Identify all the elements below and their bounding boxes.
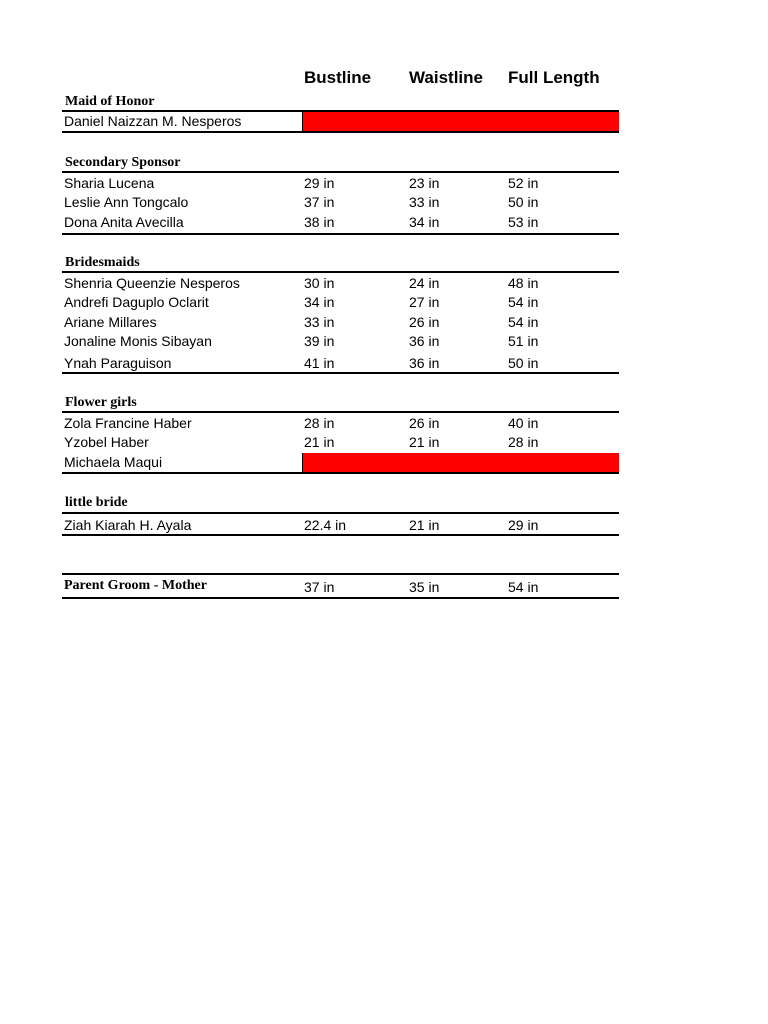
row-bustline: 21 in bbox=[304, 434, 335, 450]
row-name: Shenria Queenzie Nesperos bbox=[64, 275, 240, 291]
table-row bbox=[62, 453, 619, 472]
table-row bbox=[62, 575, 619, 597]
row-waistline: 21 in bbox=[409, 517, 440, 533]
section-title-little-bride: little bride bbox=[65, 495, 128, 510]
row-bustline: 33 in bbox=[304, 314, 335, 330]
row-full-length: 53 in bbox=[508, 214, 539, 230]
row-bustline: 38 in bbox=[304, 214, 335, 230]
section-title-maid-of-honor: Maid of Honor bbox=[65, 94, 155, 109]
row-name: Ziah Kiarah H. Ayala bbox=[64, 517, 192, 533]
row-full-length: 40 in bbox=[508, 415, 539, 431]
table-row bbox=[62, 273, 619, 292]
row-waistline: 24 in bbox=[409, 275, 440, 291]
row-full-length: 29 in bbox=[508, 517, 539, 533]
row-waistline: 26 in bbox=[409, 314, 440, 330]
row-full-length: 28 in bbox=[508, 434, 539, 450]
row-name: Daniel Naizzan M. Nesperos bbox=[64, 113, 242, 129]
row-waistline: 33 in bbox=[409, 194, 440, 210]
row-bustline: 41 in bbox=[304, 355, 335, 371]
row-name: Leslie Ann Tongcalo bbox=[64, 194, 189, 210]
table-row bbox=[62, 192, 619, 212]
row-waistline: 27 in bbox=[409, 294, 440, 310]
row-name: Yzobel Haber bbox=[64, 434, 149, 450]
row-waistline: 21 in bbox=[409, 434, 440, 450]
table-row bbox=[62, 212, 619, 233]
row-full-length: 48 in bbox=[508, 275, 539, 291]
table-flower-girls bbox=[62, 411, 619, 474]
row-full-length: 54 in bbox=[508, 294, 539, 310]
row-bustline: 28 in bbox=[304, 415, 335, 431]
row-bustline: 30 in bbox=[304, 275, 335, 291]
row-full-length: 54 in bbox=[508, 314, 539, 330]
row-bustline: 22.4 in bbox=[304, 517, 347, 533]
row-name: Michaela Maqui bbox=[64, 454, 163, 470]
table-row bbox=[62, 312, 619, 331]
row-bustline: 37 in bbox=[304, 579, 335, 595]
table-row bbox=[62, 351, 619, 372]
header-waistline: Waistline bbox=[409, 68, 483, 87]
row-name: Dona Anita Avecilla bbox=[64, 214, 184, 230]
table-little-bride bbox=[62, 512, 619, 536]
row-waistline: 34 in bbox=[409, 214, 440, 230]
header-bustline: Bustline bbox=[304, 68, 372, 87]
table-row bbox=[62, 432, 619, 453]
table-parent-groom bbox=[62, 573, 619, 599]
row-name: Parent Groom - Mother bbox=[64, 578, 207, 593]
row-bustline: 34 in bbox=[304, 294, 335, 310]
row-full-length: 50 in bbox=[508, 194, 539, 210]
row-name: Jonaline Monis Sibayan bbox=[64, 333, 212, 349]
row-waistline: 36 in bbox=[409, 355, 440, 371]
row-full-length: 50 in bbox=[508, 355, 539, 371]
section-title-secondary-sponsor: Secondary Sponsor bbox=[65, 155, 181, 170]
section-title-bridesmaids: Bridesmaids bbox=[65, 255, 140, 270]
missing-measurement-fill bbox=[303, 112, 619, 131]
row-full-length: 51 in bbox=[508, 333, 539, 349]
row-waistline: 35 in bbox=[409, 579, 440, 595]
table-row bbox=[62, 173, 619, 192]
row-name: Zola Francine Haber bbox=[64, 415, 192, 431]
missing-measurement-fill bbox=[303, 453, 619, 472]
table-row bbox=[62, 112, 619, 131]
table-bridesmaids bbox=[62, 271, 619, 374]
table-row bbox=[62, 331, 619, 351]
row-bustline: 39 in bbox=[304, 333, 335, 349]
table-row bbox=[62, 514, 619, 534]
row-name: Ynah Paraguison bbox=[64, 355, 172, 371]
table-secondary-sponsor bbox=[62, 171, 619, 235]
table-row bbox=[62, 413, 619, 432]
header-full-length: Full Length bbox=[508, 68, 600, 87]
section-title-flower-girls: Flower girls bbox=[65, 395, 137, 410]
row-waistline: 36 in bbox=[409, 333, 440, 349]
row-bustline: 29 in bbox=[304, 175, 335, 191]
row-name: Andrefi Daguplo Oclarit bbox=[64, 294, 209, 310]
row-name: Sharia Lucena bbox=[64, 175, 155, 191]
row-full-length: 54 in bbox=[508, 579, 539, 595]
row-waistline: 26 in bbox=[409, 415, 440, 431]
row-waistline: 23 in bbox=[409, 175, 440, 191]
row-full-length: 52 in bbox=[508, 175, 539, 191]
table-row bbox=[62, 292, 619, 312]
row-bustline: 37 in bbox=[304, 194, 335, 210]
row-name: Ariane Millares bbox=[64, 314, 157, 330]
table-maid-of-honor bbox=[62, 110, 619, 133]
